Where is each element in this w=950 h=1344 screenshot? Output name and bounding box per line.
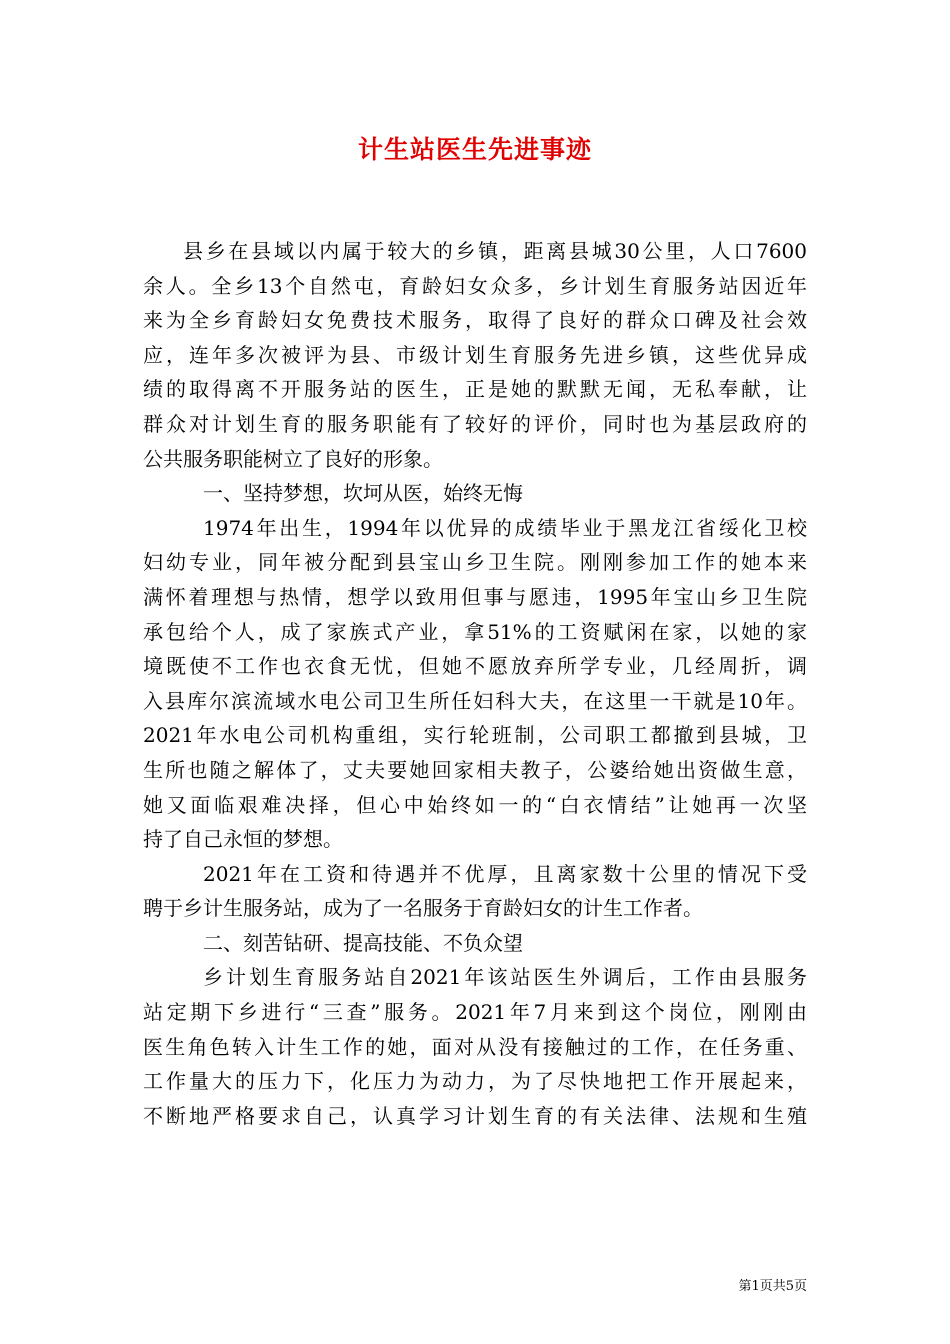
page-number: 第1页共5页 — [738, 1279, 807, 1294]
text-line: 乡计划生育服务站自2021年该站医生外调后，工作由县服务 — [203, 965, 807, 990]
text-line: 1974年出生，1994年以优异的成绩毕业于黑龙江省绥化卫校 — [203, 515, 807, 540]
text-line: 入县库尔滨流域水电公司卫生所任妇科大夫，在这里一干就是10年。 — [143, 688, 807, 713]
text-line: 满怀着理想与热情，想学以致用但事与愿违，1995年宝山乡卫生院 — [143, 584, 807, 609]
text-line: 县乡在县域以内属于较大的乡镇，距离县城30公里，人口7600 — [183, 239, 807, 263]
text-line: 站定期下乡进行“三查”服务。2021年7月来到这个岗位，刚刚由 — [143, 1000, 807, 1025]
document-body — [143, 234, 807, 1133]
text-line: 来为全乡育龄妇女免费技术服务，取得了良好的群众口碑及社会效 — [143, 308, 807, 333]
text-line: 生所也随之解体了，丈夫要她回家相夫教子，公婆给她出资做生意， — [143, 757, 807, 782]
text-line: 2021年水电公司机构重组，实行轮班制，公司职工都撤到县城，卫 — [143, 723, 807, 748]
text-line: 不断地严格要求自己，认真学习计划生育的有关法律、法规和生殖 — [143, 1103, 807, 1128]
text-line: 一、坚持梦想，坎坷从医，始终无悔 — [203, 481, 523, 506]
text-line: 承包给个人，成了家族式产业，拿51%的工资赋闲在家，以她的家 — [143, 619, 807, 644]
text-line: 境既使不工作也衣食无忧，但她不愿放弃所学专业，几经周折，调 — [143, 654, 807, 679]
text-line: 医生角色转入计生工作的她，面对从没有接触过的工作，在任务重、 — [143, 1034, 807, 1059]
text-line: 妇幼专业，同年被分配到县宝山乡卫生院。刚刚参加工作的她本来 — [143, 550, 807, 575]
text-line: 持了自己永恒的梦想。 — [143, 827, 343, 852]
text-line: 绩的取得离不开服务站的医生，正是她的默默无闻，无私奉献，让 — [143, 377, 807, 402]
text-line: 2021年在工资和待遇并不优厚，且离家数十公里的情况下受 — [203, 861, 807, 886]
text-line: 余人。全乡13个自然屯，育龄妇女众多，乡计划生育服务站因近年 — [143, 273, 807, 298]
text-line: 她又面临艰难决择，但心中始终如一的“白衣情结”让她再一次坚 — [143, 792, 807, 817]
text-line: 聘于乡计生服务站，成为了一名服务于育龄妇女的计生工作者。 — [143, 896, 703, 921]
text-line: 工作量大的压力下，化压力为动力，为了尽快地把工作开展起来， — [143, 1069, 807, 1094]
text-line: 公共服务职能树立了良好的形象。 — [143, 446, 443, 471]
document-title: 计生站医生先进事迹 — [357, 135, 592, 164]
text-line: 二、刻苦钻研、提高技能、不负众望 — [203, 930, 523, 955]
text-line: 应，连年多次被评为县、市级计划生育服务先进乡镇，这些优异成 — [143, 342, 807, 367]
text-line: 群众对计划生育的服务职能有了较好的评价，同时也为基层政府的 — [143, 411, 807, 436]
